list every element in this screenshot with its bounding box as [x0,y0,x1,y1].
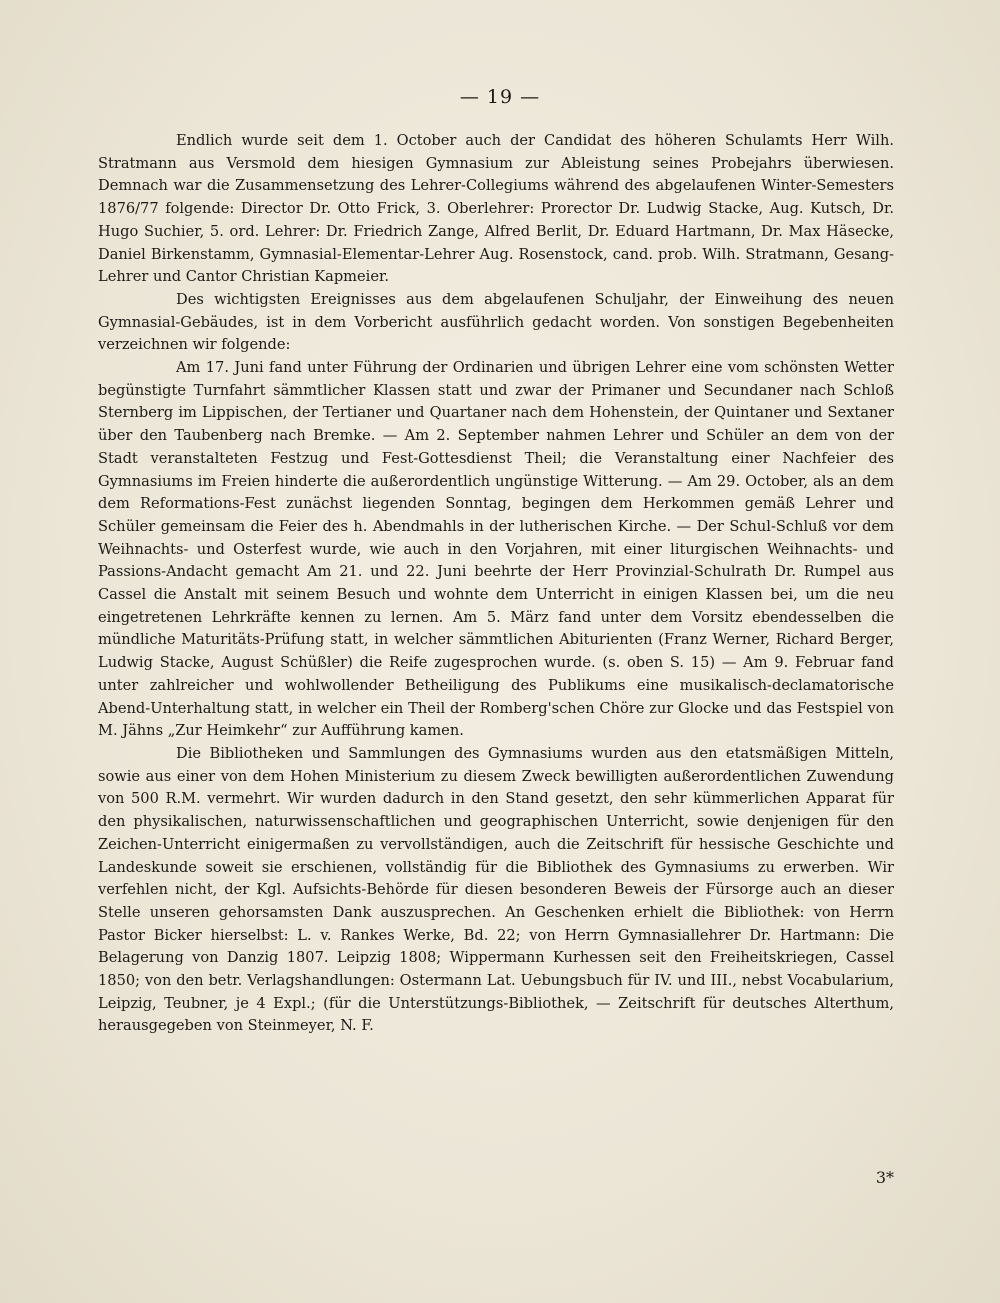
paragraph-library: Die Bibliotheken und Sammlungen des Gymnasiums wurden aus den etatsmäßigen Mitteln, sowie aus einer von dem Hohen Ministerium zu diesem Zweck bewilligten außerordentlichen Zuwendung von 500 R.M. vermehrt. Wir wurden dadurch in den Stand gesetzt, den sehr kümmerlichen Apparat für den physikalischen, naturwissenschaftlichen und geographischen Unterricht, sowie denjenigen für den Zeichen-Unterricht einigermaßen zu vervollständigen, auch die Zeitschrift für hessische Geschichte und Landeskunde soweit sie erschienen, vollständig für die Bibliothek des Gymnasiums zu erwerben. Wir verfehlen nicht, der Kgl. Aufsichts-Behörde für diesen besonderen Beweis der Fürsorge auch an dieser Stelle unseren gehorsamsten Dank auszusprechen. An Geschenken erhielt die Bibliothek: von Herrn Pastor Bicker hierselbst: L. v. Rankes Werke, Bd. 22; von Herrn Gymnasiallehrer Dr. Hartmann: Die Belagerung von Danzig 1807. Leipzig 1808; Wippermann Kurhessen seit den Freiheitskriegen, Cassel 1850; von den betr. Verlagshandlungen: Ostermann Lat. Uebungsbuch für IV. und III., nebst Vocabularium, Leipzig, Teubner, je 4 Expl.; (für die Unterstützungs-Bibliothek, — Zeitschrift für deutsches Alterthum, herausgegeben von Steinmeyer, N. F. [98,744,894,1035]
page-number: — 19 — [459,86,541,108]
paragraph-events-intro: Des wichtigsten Ereignisses aus dem abgelaufenen Schuljahr, der Einweihung des neuen Gymnasial-Gebäudes, ist in dem Vorbericht ausführlich gedacht worden. Von sonstigen Begebenheiten verzeichnen wir folgende: [98,290,894,354]
paragraph-events: Am 17. Juni fand unter Führung der Ordinarien und übrigen Lehrer eine vom schönsten Wetter begünstigte Turnfahrt sämmtlicher Klassen statt und zwar der Primaner und Secundaner nach Schloß Sternberg im Lippischen, der Tertianer und Quartaner nach dem Hohenstein, der Quintaner und Sextaner über den Taubenberg nach Bremke. — Am 2. September nahmen Lehrer und Schüler an dem von der Stadt veranstalteten Festzug und Fest-Gottesdienst Theil; die Veranstaltung einer Nachfeier des Gymnasiums im Freien hinderte die außerordentlich ungünstige Witterung. — Am 29. October, als an dem dem Reformations-Fest zunächst liegenden Sonntag, begingen dem Herkommen gemäß Lehrer und Schüler gemeinsam die Feier des h. Abendmahls in der lutherischen Kirche. — Der Schul-Schluß vor dem Weihnachts- und Osterfest wurde, wie auch in den Vorjahren, mit einer liturgischen Weihnachts- und Passions-Andacht gemacht Am 21. und 22. Juni beehrte der Herr Provinzial-Schulrath Dr. Rumpel aus Cassel die Anstalt mit seinem Besuch und wohnte dem Unterricht in einigen Klassen bei, um die neu eingetretenen Lehrkräfte kennen zu lernen. Am 5. März fand unter dem Vorsitz ebendesselben die mündliche Maturitäts-Prüfung statt, in welcher sämmtlichen Abiturienten (Franz Werner, Richard Berger, Ludwig Stacke, August Schüßler) die Reife zugesprochen wurde. (s. oben S. 15) — Am 9. Februar fand unter zahlreicher und wohlwollender Betheiligung des Publikums eine musikalisch-declamatorische Abend-Unterhaltung statt, in welcher ein Theil der Romberg'schen Chöre zur Glocke und das Festspiel von M. Jähns „Zur Heimkehr“ zur Aufführung kamen. [98,359,894,740]
body-text [98,130,894,1038]
paragraph-staff: Endlich wurde seit dem 1. October auch der Candidat des höheren Schulamts Herr Wilh. Stratmann aus Versmold dem hiesigen Gymnasium zur Ableistung seines Probejahrs überwiesen. Demnach war die Zusammensetzung des Lehrer-Collegiums während des abgelaufenen Winter-Semesters 1876/77 folgende: Director Dr. Otto Frick, 3. Oberlehrer: Prorector Dr. Ludwig Stacke, Aug. Kutsch, Dr. Hugo Suchier, 5. ord. Lehrer: Dr. Friedrich Zange, Alfred Berlit, Dr. Eduard Hartmann, Dr. Max Häsecke, Daniel Birkenstamm, Gymnasial-Elementar-Lehrer Aug. Rosenstock, cand. prob. Wilh. Stratmann, Gesang-Lehrer und Cantor Christian Kapmeier. [98,132,894,286]
signature-mark: 3* [875,1168,894,1187]
